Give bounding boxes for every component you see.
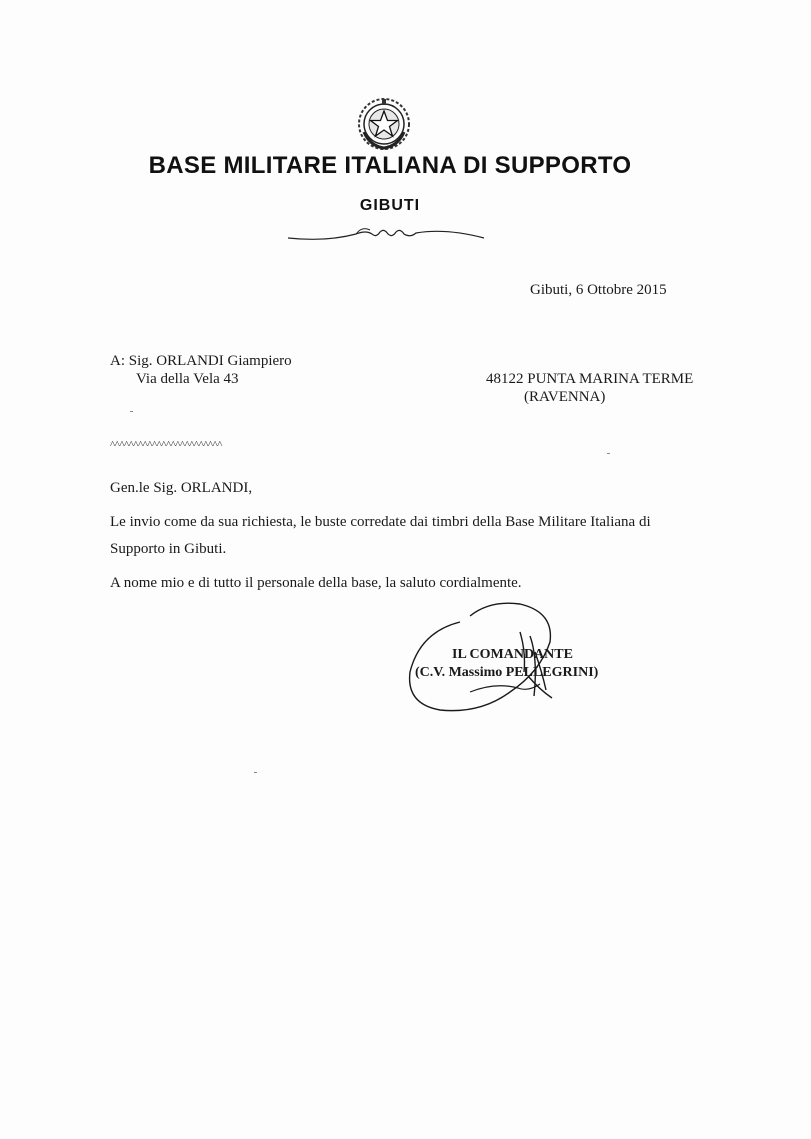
ornamental-flourish-icon <box>286 224 486 246</box>
scan-speck <box>254 772 257 773</box>
letter-body-line: Le invio come da sua richiesta, le buste corredate dai timbri della Base Militare Italiana di <box>110 514 651 530</box>
page-subtitle: GIBUTI <box>359 197 421 214</box>
recipient-name: A: Sig. ORLANDI Giampiero <box>110 353 292 369</box>
scan-speck <box>607 453 610 454</box>
letter-greeting: Gen.le Sig. ORLANDI, <box>110 480 253 496</box>
italian-republic-emblem-icon <box>356 96 412 152</box>
separator-line: ^^^^^^^^^^^^^^^^^^^^^^^^ <box>110 439 222 451</box>
scan-speck <box>130 411 133 412</box>
letter-body-line: Supporto in Gibuti. <box>110 541 227 557</box>
page-title: BASE MILITARE ITALIANA DI SUPPORTO <box>148 152 632 179</box>
recipient-street: Via della Vela 43 <box>136 371 239 387</box>
letter-closing: A nome mio e di tutto il personale della base, la saluto cordialmente. <box>110 575 522 591</box>
signatory-title: IL COMANDANTE <box>452 647 573 662</box>
recipient-province: (RAVENNA) <box>524 389 606 405</box>
recipient-city: 48122 PUNTA MARINA TERME <box>486 371 694 387</box>
letter-date: Gibuti, 6 Ottobre 2015 <box>530 282 667 298</box>
signatory-name: (C.V. Massimo PELLEGRINI) <box>415 665 599 680</box>
